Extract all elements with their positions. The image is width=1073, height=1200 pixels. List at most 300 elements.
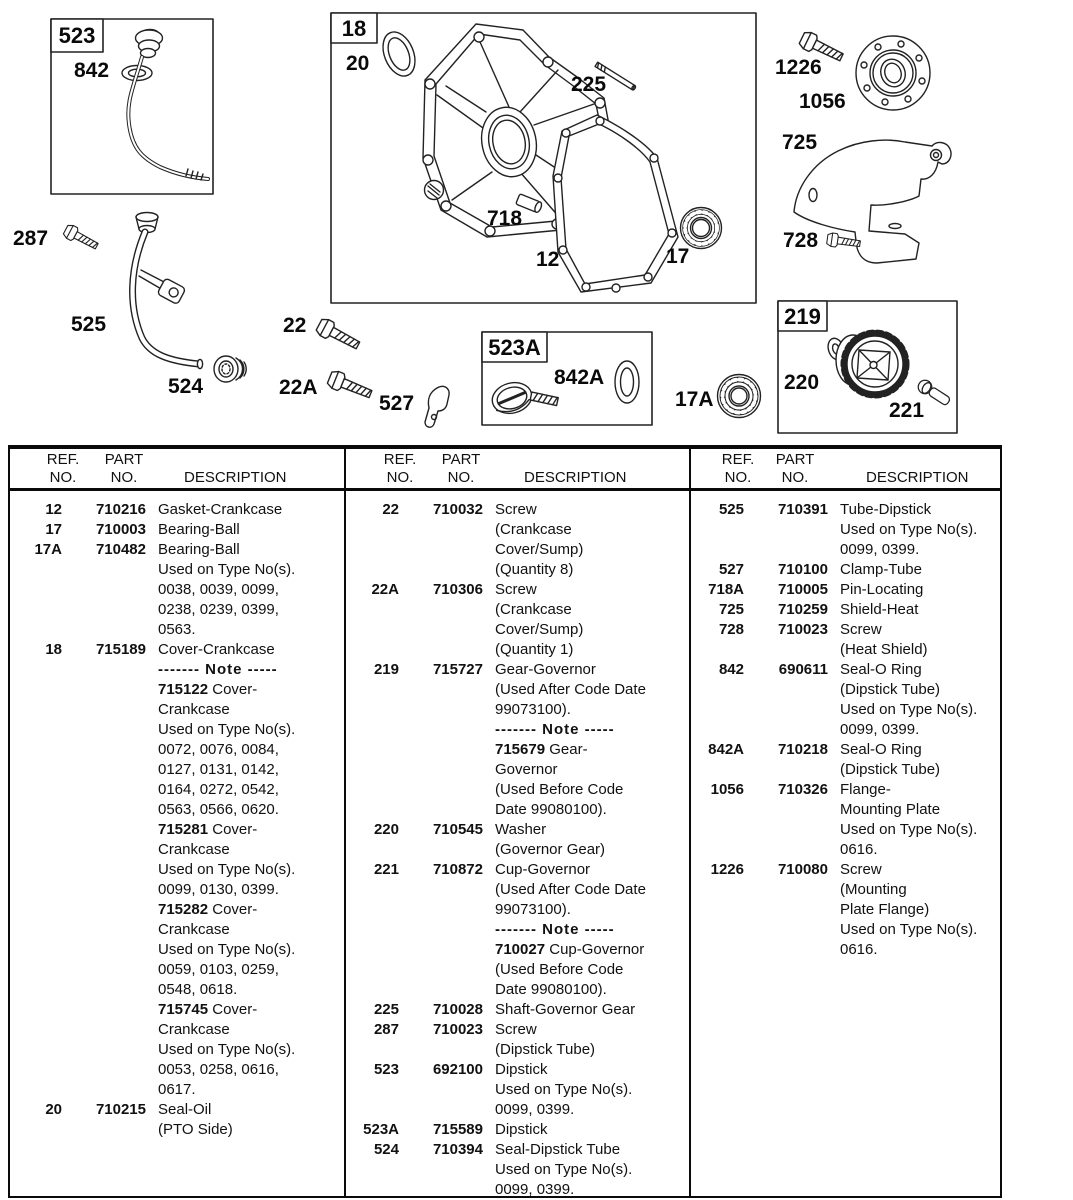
table-row-continuation [345, 700, 687, 720]
table-row-continuation [345, 740, 687, 760]
table-row-continuation [8, 580, 342, 600]
part-no-cell [744, 640, 828, 660]
description-cell: 715679 Gear- [495, 741, 588, 758]
description-cell: 0127, 0131, 0142, [158, 761, 279, 778]
description-cell: Used on Type No(s). [158, 561, 296, 578]
col1-part-header [93, 451, 155, 487]
part-no-cell [62, 1080, 146, 1100]
description-cell: Plate Flange) [840, 901, 930, 918]
table-row-continuation [345, 720, 687, 740]
table-row-continuation [690, 720, 998, 740]
part-no-cell [744, 680, 828, 700]
table-row-continuation [8, 720, 342, 740]
part-no-cell: 710005 [777, 581, 828, 598]
description-cell: (Mounting [840, 881, 907, 898]
description-cell: 0617. [158, 1081, 196, 1098]
description-cell: (Used After Code Date [495, 881, 646, 898]
description-cell: 0563. [158, 621, 196, 638]
ref-no-cell [8, 840, 62, 860]
description-cell: Used on Type No(s). [495, 1081, 633, 1098]
col2-ref-header [369, 451, 431, 487]
callout-725: 725 [782, 131, 818, 154]
part-no-cell: 710218 [777, 741, 828, 758]
callout-524: 524 [168, 375, 204, 398]
ref-header-line1: REF. [721, 451, 755, 468]
ref-no-cell [8, 1040, 62, 1060]
part-no-cell: 710023 [432, 1021, 483, 1038]
description-cell: Date 99080100). [495, 981, 607, 998]
description-cell: Screw [495, 581, 537, 598]
table-row [690, 620, 998, 640]
ref-no-cell [690, 840, 744, 860]
inset-label-523: 523 [58, 23, 96, 48]
ref-header-line1: REF. [383, 451, 417, 468]
description-cell: Bearing-Ball [158, 541, 240, 558]
description-cell: Used on Type No(s). [840, 821, 978, 838]
description-cell: Seal-Oil [158, 1101, 212, 1118]
callout-287: 287 [13, 227, 49, 250]
table-row-continuation [345, 520, 687, 540]
callout-221: 221 [889, 399, 925, 422]
part-no-cell [62, 940, 146, 960]
part-no-cell [399, 600, 483, 620]
description-cell: Date 99080100). [495, 801, 607, 818]
description-cell: Pin-Locating [840, 581, 924, 598]
description-cell: 0099, 0399. [495, 1181, 575, 1198]
part-no-cell [62, 740, 146, 760]
table-row-continuation [8, 980, 342, 1000]
ref-no-cell [8, 1080, 62, 1100]
ref-no-cell: 225 [373, 1001, 399, 1018]
part-no-cell [399, 940, 483, 960]
ref-no-cell [8, 920, 62, 940]
table-row-continuation [690, 800, 998, 820]
callout-718: 718 [487, 207, 523, 230]
ref-no-cell [8, 1000, 62, 1020]
ref-no-cell [8, 560, 62, 580]
description-cell: (Heat Shield) [840, 641, 928, 658]
ref-no-cell [345, 800, 399, 820]
part-header-line1: PART [104, 451, 144, 468]
part-no-cell [399, 960, 483, 980]
table-row-continuation [690, 880, 998, 900]
ref-header-line2: NO. [386, 469, 414, 486]
screw-22-drawing [315, 317, 362, 354]
ref-no-cell: 20 [45, 1101, 62, 1118]
table-column-2 [345, 500, 687, 1200]
table-row-continuation [8, 840, 342, 860]
callout-1226: 1226 [775, 56, 822, 79]
part-no-cell [744, 520, 828, 540]
table-row-continuation [8, 920, 342, 940]
part-no-cell [399, 900, 483, 920]
description-cell: Shield-Heat [840, 601, 919, 618]
ref-no-cell [8, 860, 62, 880]
table-row [8, 1100, 342, 1120]
part-no-cell [399, 720, 483, 740]
description-cell: 0053, 0258, 0616, [158, 1061, 279, 1078]
table-row-continuation [8, 940, 342, 960]
description-cell: 715745 Cover- [158, 1001, 258, 1018]
callout-842: 842 [74, 59, 110, 82]
table-row-continuation [345, 640, 687, 660]
table-row-continuation [345, 760, 687, 780]
part-no-cell [62, 960, 146, 980]
description-cell: Seal-O Ring [840, 661, 922, 678]
ref-no-cell [8, 600, 62, 620]
part-no-cell [744, 920, 828, 940]
description-cell: 715281 Cover- [158, 821, 258, 838]
part-no-cell: 710306 [432, 581, 483, 598]
description-cell: Crankcase [158, 841, 230, 858]
table-column-3 [690, 500, 998, 960]
part-no-cell: 715727 [432, 661, 483, 678]
dipstick-523-drawing [122, 30, 208, 181]
description-cell: (Used After Code Date [495, 681, 646, 698]
ref-no-cell: 22A [371, 581, 399, 598]
part-no-cell [399, 1180, 483, 1200]
ref-no-cell [345, 560, 399, 580]
col3-desc-header: DESCRIPTION [866, 469, 969, 486]
table-row [345, 1140, 687, 1160]
table-row-continuation [8, 800, 342, 820]
ref-no-cell [8, 580, 62, 600]
table-header-border [8, 488, 1002, 491]
table-row [690, 580, 998, 600]
table-row-continuation [8, 780, 342, 800]
ref-no-cell [8, 700, 62, 720]
description-cell: Crankcase [158, 921, 230, 938]
bearing-17-drawing [681, 208, 722, 249]
table-row-continuation [345, 960, 687, 980]
table-row-continuation [345, 780, 687, 800]
part-no-cell [62, 1060, 146, 1080]
ref-no-cell: 725 [718, 601, 744, 618]
ref-no-cell [8, 1060, 62, 1080]
ref-no-cell [8, 900, 62, 920]
description-cell: Used on Type No(s). [840, 921, 978, 938]
description-cell: ------- Note ----- [495, 921, 615, 938]
table-row-continuation [690, 540, 998, 560]
ref-no-cell: 1226 [710, 861, 744, 878]
part-no-cell: 710100 [777, 561, 828, 578]
table-row [8, 520, 342, 540]
gasket-12-drawing [553, 115, 678, 292]
ref-no-cell [8, 760, 62, 780]
table-row [345, 1120, 687, 1140]
table-row-continuation [345, 620, 687, 640]
description-cell: Clamp-Tube [840, 561, 922, 578]
part-no-cell [744, 720, 828, 740]
ref-no-cell: 842A [708, 741, 744, 758]
ref-no-cell [690, 820, 744, 840]
description-cell: 0059, 0103, 0259, [158, 961, 279, 978]
part-no-cell [399, 1160, 483, 1180]
description-cell: Screw [840, 861, 882, 878]
ref-no-cell [8, 620, 62, 640]
part-no-cell [62, 800, 146, 820]
ref-no-cell: 527 [718, 561, 744, 578]
ref-no-cell [345, 940, 399, 960]
part-no-cell: 692100 [432, 1061, 483, 1078]
description-cell: Governor [495, 761, 558, 778]
part-no-cell: 710326 [777, 781, 828, 798]
part-no-cell [744, 880, 828, 900]
table-row [345, 1020, 687, 1040]
description-cell: 715122 Cover- [158, 681, 258, 698]
part-header-line2: NO. [110, 469, 138, 486]
description-cell: Flange- [840, 781, 891, 798]
description-cell: Crankcase [158, 1021, 230, 1038]
col3-part-header [764, 451, 826, 487]
part-no-cell [62, 600, 146, 620]
ref-no-cell [345, 620, 399, 640]
part-no-cell [62, 720, 146, 740]
table-row-continuation [8, 1020, 342, 1040]
ref-no-cell [345, 880, 399, 900]
part-no-cell [744, 540, 828, 560]
table-row-continuation [690, 820, 998, 840]
table-row-continuation [345, 600, 687, 620]
table-row-continuation [345, 1160, 687, 1180]
part-no-cell [62, 900, 146, 920]
part-no-cell: 715189 [95, 641, 146, 658]
callout-842A: 842A [554, 366, 605, 389]
ref-no-cell: 1056 [710, 781, 744, 798]
table-row-continuation [690, 840, 998, 860]
part-header-line2: NO. [447, 469, 475, 486]
table-row-continuation [690, 700, 998, 720]
ref-no-cell [8, 740, 62, 760]
inset-label-523A: 523A [488, 335, 541, 360]
table-row [345, 1000, 687, 1020]
ref-no-cell [345, 920, 399, 940]
part-no-cell [399, 1100, 483, 1120]
description-cell: Used on Type No(s). [158, 721, 296, 738]
table-row [690, 600, 998, 620]
description-cell: (PTO Side) [158, 1121, 233, 1138]
part-no-cell: 710032 [432, 501, 483, 518]
description-cell: (Dipstick Tube) [840, 681, 941, 698]
table-row-continuation [690, 640, 998, 660]
description-cell: 0164, 0272, 0542, [158, 781, 279, 798]
part-no-cell [399, 880, 483, 900]
callout-527: 527 [379, 392, 415, 415]
table-row-continuation [8, 860, 342, 880]
description-cell: Screw [495, 1021, 537, 1038]
description-cell: Seal-O Ring [840, 741, 922, 758]
description-cell: Used on Type No(s). [158, 1041, 296, 1058]
callout-525: 525 [71, 313, 107, 336]
table-row-continuation [345, 980, 687, 1000]
ref-no-cell: 17 [45, 521, 62, 538]
table-row-continuation [8, 740, 342, 760]
part-no-cell [399, 520, 483, 540]
table-row-continuation [8, 1040, 342, 1060]
description-cell: (Used Before Code [495, 961, 624, 978]
ref-no-cell [345, 840, 399, 860]
ref-no-cell [345, 1160, 399, 1180]
part-no-cell: 715589 [432, 1121, 483, 1138]
part-no-cell [62, 1020, 146, 1040]
description-cell: Dipstick [495, 1121, 548, 1138]
description-cell: 715282 Cover- [158, 901, 258, 918]
ref-no-cell [8, 800, 62, 820]
part-no-cell [399, 1080, 483, 1100]
table-row-continuation [345, 800, 687, 820]
callout-22A: 22A [279, 376, 318, 399]
screw-287-drawing [62, 223, 100, 252]
description-cell: Used on Type No(s). [840, 521, 978, 538]
ref-no-cell: 523A [363, 1121, 399, 1138]
callout-17A: 17A [675, 388, 714, 411]
ref-no-cell [345, 700, 399, 720]
description-cell: Cover-Crankcase [158, 641, 275, 658]
table-row-continuation [8, 1060, 342, 1080]
table-row [345, 820, 687, 840]
ref-no-cell [8, 1120, 62, 1140]
part-no-cell [62, 860, 146, 880]
part-no-cell [399, 920, 483, 940]
description-cell: 0072, 0076, 0084, [158, 741, 279, 758]
description-cell: Gasket-Crankcase [158, 501, 283, 518]
part-no-cell [399, 800, 483, 820]
description-cell: 0099, 0399. [495, 1101, 575, 1118]
ref-no-cell [345, 980, 399, 1000]
part-header-line1: PART [441, 451, 481, 468]
ref-no-cell [345, 900, 399, 920]
table-row-continuation [690, 760, 998, 780]
bearing-17A-drawing [718, 375, 761, 418]
ref-no-cell [8, 880, 62, 900]
part-header-line2: NO. [781, 469, 809, 486]
col1-desc-header: DESCRIPTION [184, 469, 287, 486]
ref-no-cell: 221 [373, 861, 399, 878]
part-no-cell [62, 1120, 146, 1140]
part-no-cell [399, 700, 483, 720]
table-row-continuation [345, 680, 687, 700]
part-no-cell: 710259 [777, 601, 828, 618]
ref-no-cell: 718A [708, 581, 744, 598]
part-no-cell [399, 780, 483, 800]
table-row [690, 780, 998, 800]
part-no-cell [62, 560, 146, 580]
table-row-continuation [345, 1100, 687, 1120]
part-no-cell [62, 760, 146, 780]
ref-no-cell [345, 1180, 399, 1200]
part-no-cell [399, 620, 483, 640]
table-row-continuation [8, 600, 342, 620]
table-row [345, 1060, 687, 1080]
part-no-cell [62, 780, 146, 800]
description-cell: Used on Type No(s). [495, 1161, 633, 1178]
description-cell: Mounting Plate [840, 801, 941, 818]
description-cell: Used on Type No(s). [158, 861, 296, 878]
table-row [690, 500, 998, 520]
ref-no-cell [690, 540, 744, 560]
table-right-border [1000, 445, 1002, 1198]
description-cell: Bearing-Ball [158, 521, 240, 538]
description-cell: 0238, 0239, 0399, [158, 601, 279, 618]
table-row-continuation [8, 960, 342, 980]
ref-no-cell [345, 520, 399, 540]
ref-header-line2: NO. [49, 469, 77, 486]
part-no-cell: 710545 [432, 821, 483, 838]
ref-no-cell [8, 940, 62, 960]
part-no-cell [62, 920, 146, 940]
table-row-continuation [345, 540, 687, 560]
dipstick-tube-525-drawing [133, 213, 203, 369]
ref-no-cell [690, 640, 744, 660]
table-row-continuation [8, 820, 342, 840]
col3-ref-header [707, 451, 769, 487]
ref-no-cell [690, 700, 744, 720]
part-no-cell [399, 840, 483, 860]
table-row [690, 860, 998, 880]
ref-no-cell [345, 780, 399, 800]
table-row [690, 740, 998, 760]
ref-no-cell [690, 760, 744, 780]
table-row [690, 660, 998, 680]
description-cell: 0548, 0618. [158, 981, 238, 998]
table-row-continuation [345, 1180, 687, 1200]
description-cell: (Dipstick Tube) [495, 1041, 596, 1058]
col2-desc-header: DESCRIPTION [524, 469, 627, 486]
table-row-continuation [345, 1080, 687, 1100]
description-cell: Crankcase [158, 701, 230, 718]
table-row [345, 500, 687, 520]
part-no-cell [62, 1000, 146, 1020]
description-cell: Used on Type No(s). [158, 941, 296, 958]
description-cell: (Governor Gear) [495, 841, 606, 858]
table-row-continuation [8, 1080, 342, 1100]
part-no-cell: 710216 [95, 501, 146, 518]
part-no-cell [62, 840, 146, 860]
clamp-527-drawing [425, 386, 449, 427]
description-cell: Screw [840, 621, 882, 638]
ref-no-cell: 219 [373, 661, 399, 678]
dipstick-523A-drawing [489, 378, 558, 417]
part-no-cell [62, 980, 146, 1000]
table-row-continuation [345, 1040, 687, 1060]
ref-no-cell: 12 [45, 501, 62, 518]
governor-gear-219-drawing [836, 333, 906, 395]
part-no-cell [744, 760, 828, 780]
ref-no-cell [345, 960, 399, 980]
part-no-cell [62, 680, 146, 700]
part-no-cell: 710482 [95, 541, 146, 558]
ref-no-cell [345, 1080, 399, 1100]
ref-header-line2: NO. [724, 469, 752, 486]
ref-no-cell [690, 800, 744, 820]
ref-no-cell [345, 680, 399, 700]
table-row [690, 560, 998, 580]
callout-12: 12 [536, 248, 560, 271]
description-cell: (Crankcase [495, 521, 572, 538]
table-row-continuation [345, 880, 687, 900]
seal-524-drawing [214, 356, 246, 382]
ref-no-cell: 22 [382, 501, 399, 518]
part-no-cell: 710391 [777, 501, 828, 518]
part-no-cell [744, 820, 828, 840]
o-ring-842A-drawing [615, 361, 639, 403]
ref-no-cell: 18 [45, 641, 62, 658]
ref-no-cell: 523 [373, 1061, 399, 1078]
description-cell: Seal-Dipstick Tube [495, 1141, 621, 1158]
table-row-continuation [345, 900, 687, 920]
description-cell: (Quantity 1) [495, 641, 574, 658]
ref-no-cell: 524 [373, 1141, 399, 1158]
